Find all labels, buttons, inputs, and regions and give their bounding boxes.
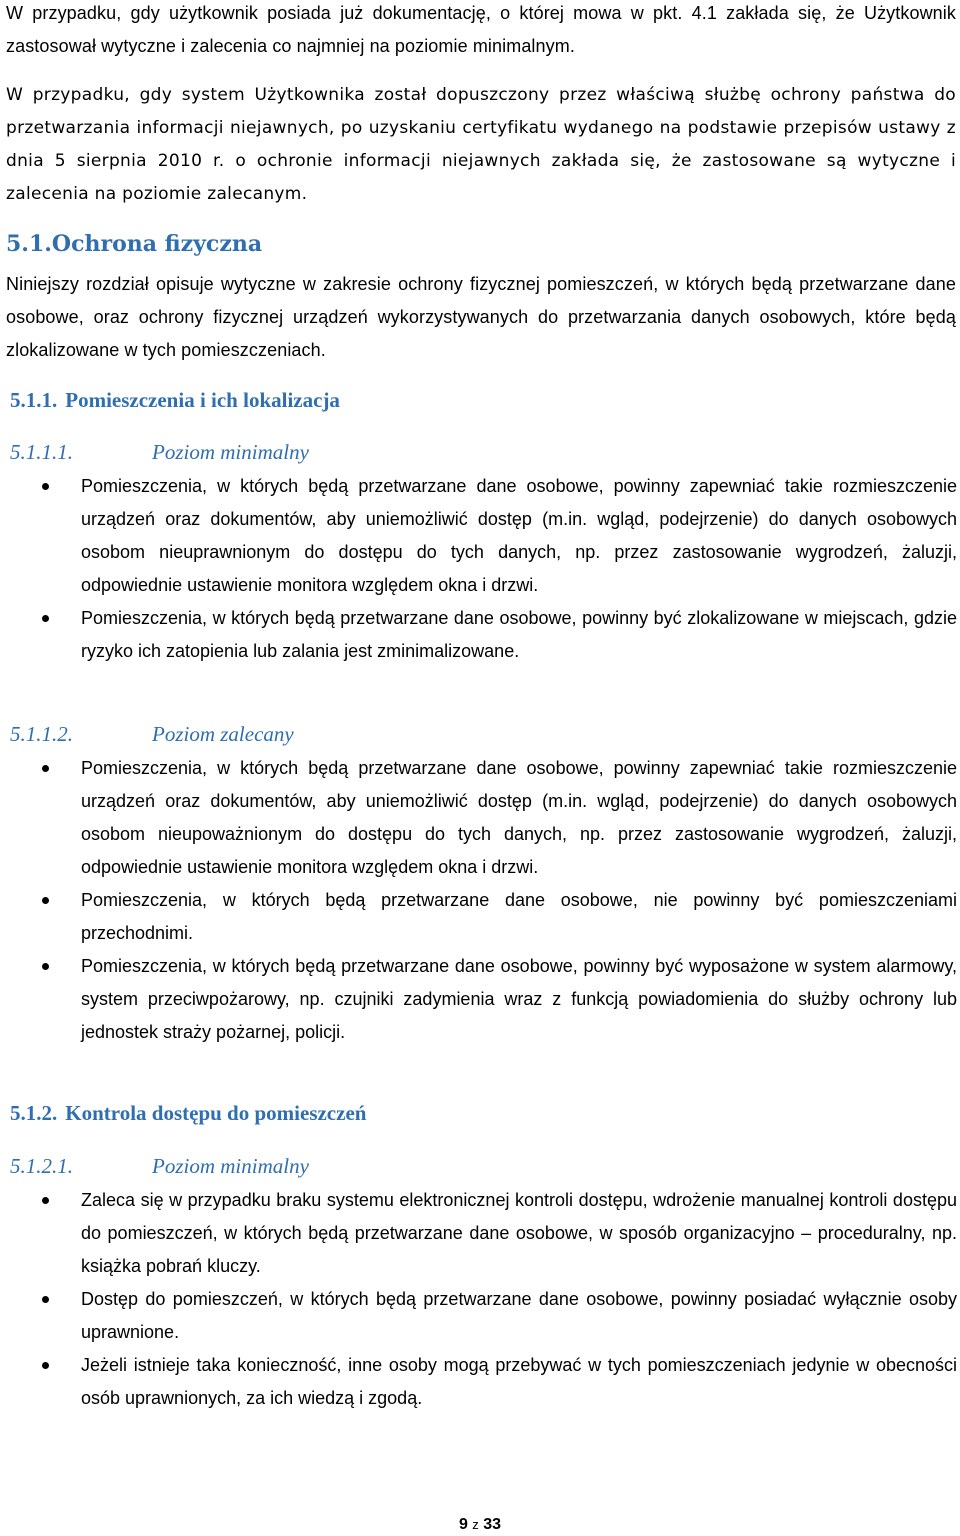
bullet-icon	[42, 1197, 49, 1204]
section-title: Pomieszczenia i ich lokalizacja	[65, 388, 340, 412]
subsection-heading-5-1-2-1	[10, 1154, 309, 1179]
section-heading-5-1-1	[10, 388, 340, 413]
subsection-heading-5-1-1-2	[10, 722, 294, 747]
section-heading-5-1: 5.1.Ochrona fizyczna	[6, 231, 263, 257]
subsection-title: Poziom minimalny	[152, 440, 309, 464]
bullet-icon	[42, 963, 49, 970]
bullet-list-5-1-2-1	[0, 1184, 960, 1415]
section-number: 5.1.1.	[10, 388, 58, 412]
bullet-list-5-1-1-2	[0, 752, 960, 1049]
section-5-1-text: Niniejszy rozdział opisuje wytyczne w zakresie ochrony fizycznej pomieszczeń, w których będą przetwarzane dane osobowe, oraz ochrony fizycznej urządzeń wykorzystywanych do przetwarzania danych osobowych, które będą zlokalizowane w tych pomieszczeniach.	[6, 274, 956, 360]
list-item: Jeżeli istnieje taka konieczność, inne osoby mogą przebywać w tych pomieszczeniach jedynie w obecności osób uprawnionych, za ich wiedzą i zgodą.	[0, 1349, 957, 1415]
subsection-number: 5.1.1.2.	[10, 722, 73, 746]
subsection-title: Poziom zalecany	[152, 722, 294, 746]
list-item: Pomieszczenia, w których będą przetwarzane dane osobowe, powinny być zlokalizowane w miejscach, gdzie ryzyko ich zatopienia lub zalania jest zminimalizowane.	[0, 602, 957, 668]
section-number: 5.1.2.	[10, 1101, 58, 1125]
list-item: Pomieszczenia, w których będą przetwarzane dane osobowe, nie powinny być pomieszczeniami przechodnimi.	[0, 884, 957, 950]
list-item: Pomieszczenia, w których będą przetwarzane dane osobowe, powinny zapewniać takie rozmieszczenie urządzeń oraz dokumentów, aby uniemożliwić dostęp (m.in. wgląd, podejrzenie) do danych osobowych osobom nieupoważnionym do dostępu do tych danych, np. przez zastosowanie wygrodzeń, żaluzji, odpowiednie ustawienie monitora względem okna i drzwi.	[0, 752, 957, 884]
list-item: Pomieszczenia, w których będą przetwarzane dane osobowe, powinny być wyposażone w system alarmowy, system przeciwpożarowy, np. czujniki zadymienia wraz z funkcją powiadomienia do służby ochrony lub jednostek straży pożarnej, policji.	[0, 950, 957, 1049]
subsection-title: Poziom minimalny	[152, 1154, 309, 1178]
section-title: Kontrola dostępu do pomieszczeń	[65, 1101, 367, 1125]
section-heading-5-1-2	[10, 1101, 366, 1126]
page-separator: z	[472, 1517, 479, 1532]
bullet-list-5-1-1-1	[0, 470, 960, 668]
bullet-icon	[42, 765, 49, 772]
intro-paragraph-2: W przypadku, gdy system Użytkownika został dopuszczony przez właściwą służbę ochrony państwa do przetwarzania informacji niejawnych, po uzyskaniu certyfikatu wydanego na podstawie przepisów ustawy z dnia 5 sierpnia 2010 r. o ochronie informacji niejawnych zakłada się, że zastosowane są wytyczne i zalecenia na poziomie zalecanym.	[6, 85, 956, 204]
page-number-footer	[0, 1516, 960, 1534]
subsection-heading-5-1-1-1	[10, 440, 309, 465]
intro-paragraph-1: W przypadku, gdy użytkownik posiada już dokumentację, o której mowa w pkt. 4.1 zakłada się, że Użytkownik zastosował wytyczne i zalecenia co najmniej na poziomie minimalnym.	[6, 3, 956, 56]
list-item: Pomieszczenia, w których będą przetwarzane dane osobowe, powinny zapewniać takie rozmieszczenie urządzeń oraz dokumentów, aby uniemożliwić dostęp (m.in. wgląd, podejrzenie) do danych osobowych osobom nieuprawnionym do dostępu do tych danych, np. przez zastosowanie wygrodzeń, żaluzji, odpowiednie ustawienie monitora względem okna i drzwi.	[0, 470, 957, 602]
bullet-icon	[42, 483, 49, 490]
bullet-icon	[42, 1296, 49, 1303]
current-page: 9	[458, 1516, 468, 1533]
subsection-number: 5.1.2.1.	[10, 1154, 73, 1178]
total-pages: 33	[483, 1516, 502, 1533]
list-item: Zaleca się w przypadku braku systemu elektronicznej kontroli dostępu, wdrożenie manualnej kontroli dostępu do pomieszczeń, w których będą przetwarzane dane osobowe, w sposób organizacyjno – proceduralny, np. książka pobrań kluczy.	[0, 1184, 957, 1283]
bullet-icon	[42, 615, 49, 622]
bullet-icon	[42, 897, 49, 904]
bullet-icon	[42, 1362, 49, 1369]
list-item: Dostęp do pomieszczeń, w których będą przetwarzane dane osobowe, powinny posiadać wyłącznie osoby uprawnione.	[0, 1283, 957, 1349]
subsection-number: 5.1.1.1.	[10, 440, 73, 464]
